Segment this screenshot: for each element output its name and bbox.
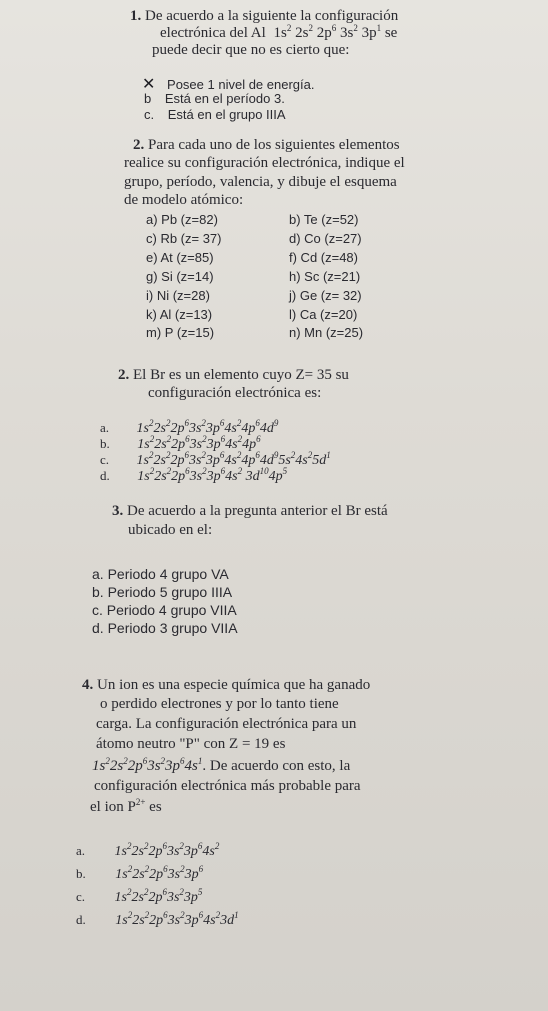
element-item: k) Al (z=13) [146,306,213,322]
q4-option-b: b. $1s^22s^22p^63s^23p^6$ [76,864,204,882]
q1-option-c: c. Está en el grupo IIIA [144,107,286,122]
q2b-option-a: a. $1s^22s^22p^63s^23p^64s^24p^64d^9$ [100,418,279,436]
q2a-line3: grupo, período, valencia, y dibuje el esquema [124,174,397,190]
q1-option-b: b Está en el período 3. [144,91,285,106]
element-item: m) P (z=15) [146,325,215,341]
q2a-line2: realice su configuración electrónica, indique el [124,155,405,171]
q4-line3: carga. La configuración electrónica para un [96,716,357,732]
q3-option-a: a. Periodo 4 grupo VA [92,566,229,582]
q1-option-a: ✕ Posee 1 nivel de energía. [142,76,315,93]
q3-option-d: d. Periodo 3 grupo VIIA [92,620,238,636]
element-item: c) Rb (z= 37) [146,230,222,246]
q4-line2: o perdido electrones y por lo tanto tiene [100,696,339,712]
q3-option-b: b. Periodo 5 grupo IIIA [92,584,233,600]
element-item: l) Ca (z=20) [289,306,358,322]
q4-option-d: d. $1s^22s^22p^63s^23p^64s^23d^1$ [76,910,239,928]
q1-line2: electrónica del Al $1s^2$ $2s^2$ $2p^6$ $3s^2$ $3p^1$ se [160,23,398,41]
q4-option-a: a. $1s^22s^22p^63s^23p^64s^2$ [76,841,220,859]
element-item: a) Pb (z=82) [146,212,218,227]
q2b-line1: 2. El Br es un elemento cuyo Z= 35 su [118,367,349,383]
q2b-option-c: c. $1s^22s^22p^63s^23p^64s^24p^64d^95s^24s^25d^1$ [100,450,331,468]
q3-option-c: c. Periodo 4 grupo VIIA [92,602,237,618]
element-item: e) At (z=85) [146,249,214,265]
element-item: i) Ni (z=28) [146,287,210,303]
q4-line1: 4. Un ion es una especie química que ha ganado [82,677,371,693]
element-item: h) Sc (z=21) [289,268,361,284]
element-item: j) Ge (z= 32) [289,287,362,303]
q4-option-c: c. $1s^22s^22p^63s^23p^5$ [76,887,203,905]
element-item: g) Si (z=14) [146,268,214,284]
q4-line6: configuración electrónica más probable para [94,778,361,794]
q2a-line4: de modelo atómico: [124,192,244,208]
q3-line2: ubicado en el: [128,522,213,538]
q2b-option-b: b. $1s^22s^22p^63s^23p^64s^24p^6$ [100,434,261,452]
cross-mark-icon: ✕ [142,76,156,93]
q4-line5: $1s^22s^22p^63s^23p^64s^1$. De acuerdo con esto, la [92,756,351,774]
q1-line1: 1. De acuerdo a la siguiente la configuración [130,8,399,24]
q2b-line2: configuración electrónica es: [148,385,322,401]
q1-line3: puede decir que no es cierto que: [152,42,350,58]
q2b-option-d: d. $1s^22s^22p^63s^23p^64s^2$ $3d^{10}4p^5$ [100,466,288,484]
q4-line7: el ion $P^{2+}$ es [90,797,162,815]
element-item: b) Te (z=52) [289,212,359,227]
element-item: d) Co (z=27) [289,230,362,246]
q3-line1: 3. De acuerdo a la pregunta anterior el Br está [112,503,388,519]
element-item: n) Mn (z=25) [289,325,364,341]
q4-line4: átomo neutro "P" con Z = 19 es [96,736,286,752]
element-item: f) Cd (z=48) [289,249,358,265]
q2a-line1: 2. Para cada uno de los siguientes elementos [133,137,400,153]
